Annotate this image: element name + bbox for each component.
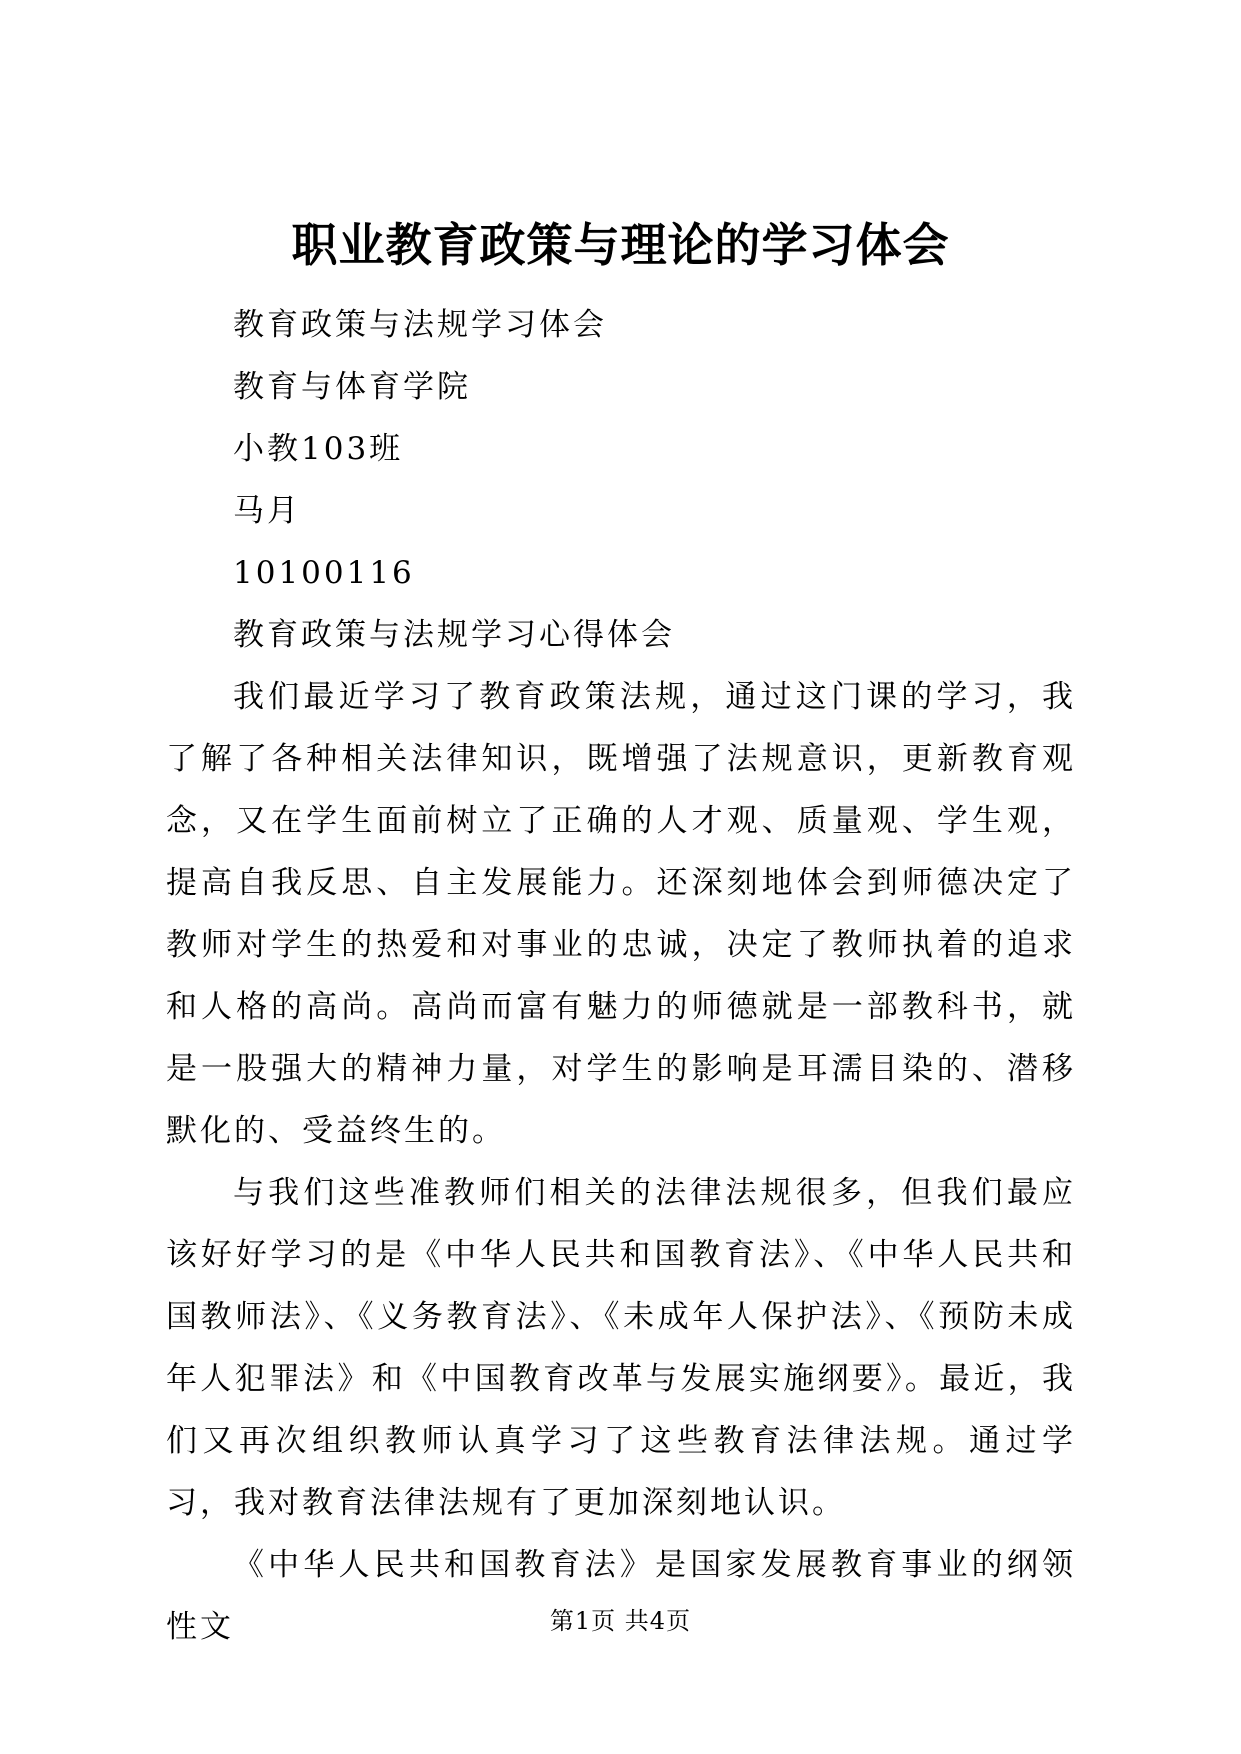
document-title: 职业教育政策与理论的学习体会 (291, 218, 950, 272)
body-paragraph-2: 与我们这些准教师们相关的法律法规很多，但我们最应该好好学习的是《中华人民共和国教育法》、《中华人民共和国教师法》、《义务教育法》、《未成年人保护法》、《预防未成年人犯罪法》和《中国教育改革与发展实施纲要》。最近，我们又再次组织教师认真学习了这些教育法律法规。通过学习，我对教育法律法规有了更加深刻地认识。 (166, 1175, 1076, 1521)
college-line: 教育与体育学院 (233, 369, 471, 405)
class-line: 小教103班 (233, 431, 404, 467)
author-line: 马月 (233, 493, 301, 529)
subtitle-line: 教育政策与法规学习体会 (233, 307, 607, 343)
document-body (166, 294, 1076, 1658)
body-paragraph-1: 我们最近学习了教育政策法规，通过这门课的学习，我了解了各种相关法律知识，既增强了法规意识，更新教育观念，又在学生面前树立了正确的人才观、质量观、学生观，提高自我反思、自主发展能力。还深刻地体会到师德决定了教师对学生的热爱和对事业的忠诚，决定了教师执着的追求和人格的高尚。高尚而富有魅力的师德就是一部教科书，就是一股强大的精神力量，对学生的影响是耳濡目染的、潜移默化的、受益终生的。 (166, 679, 1076, 1149)
page-footer: 第1页 共4页 (549, 1607, 692, 1635)
body-paragraph-3: 《中华人民共和国教育法》是国家发展教育事业的纲领性文 (166, 1547, 1076, 1645)
student-id-line: 10100116 (233, 555, 415, 591)
section-heading-line: 教育政策与法规学习心得体会 (233, 617, 675, 653)
